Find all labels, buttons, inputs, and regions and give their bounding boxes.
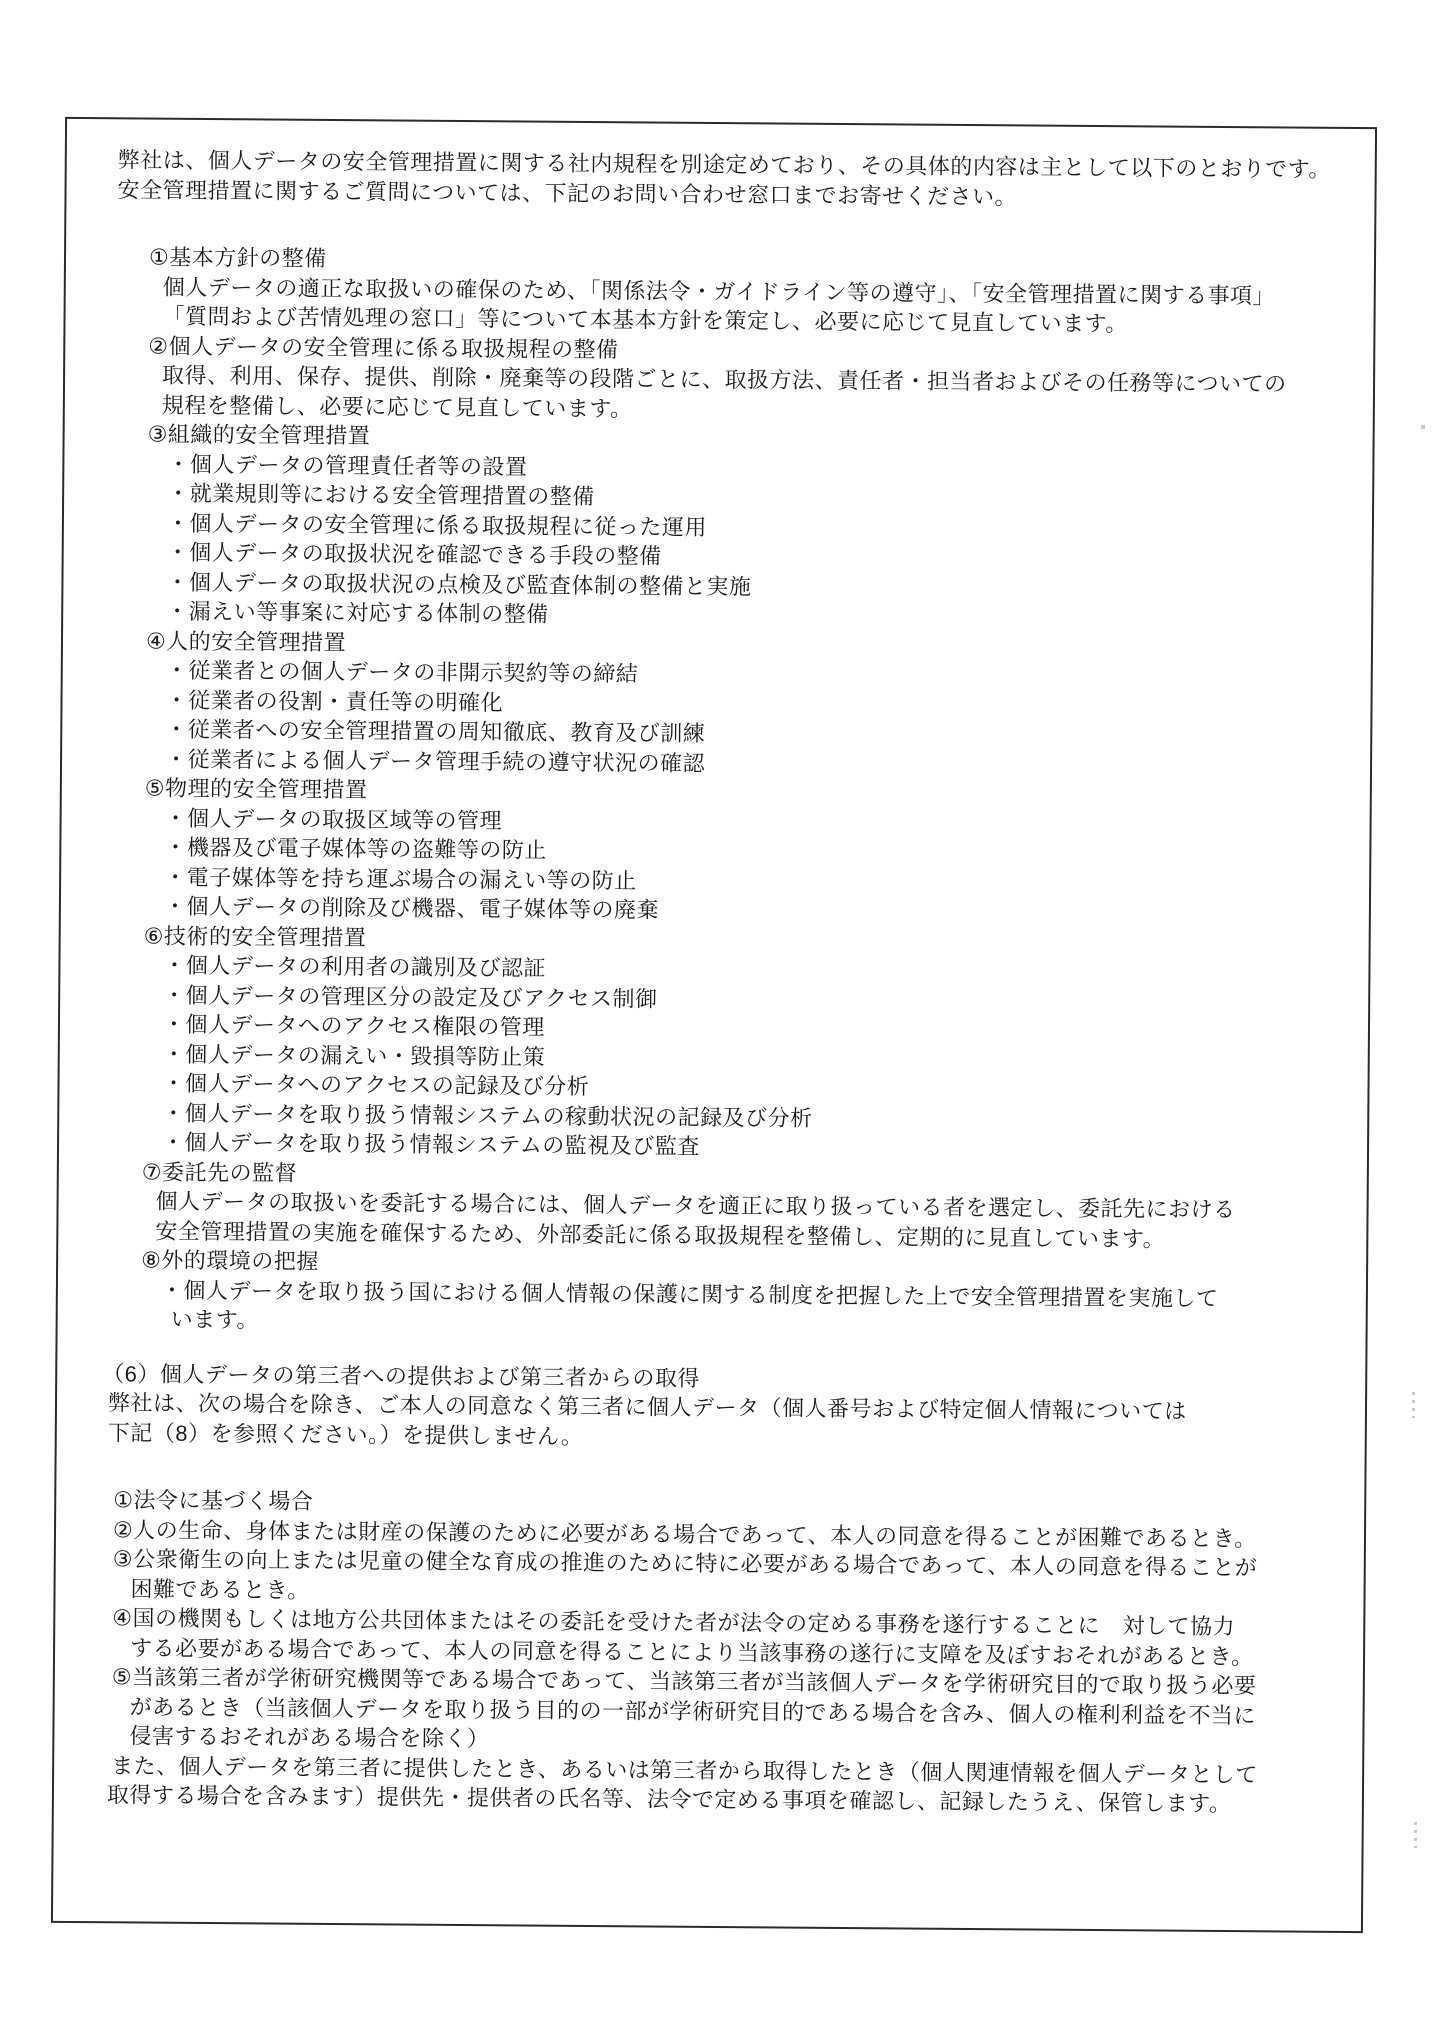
section-heading: ⑥技術的安全管理措置 [143, 923, 367, 950]
section-heading: ①基本方針の整備 [148, 244, 327, 271]
list-item-line: ④国の機関もしくは地方公共団体またはその委託を受けた者が法令の定める事務を遂行することに 対して協力 [112, 1605, 1236, 1640]
bullet-item: ・個人データを取り扱う国における個人情報の保護に関する制度を把握した上で安全管理措置を実施して [160, 1277, 1219, 1311]
section-paragraph-line: 取得、利用、保存、提供、削除・廃棄等の段階ごとに、取扱方法、責任者・担当者およびその任務等についての [161, 362, 1287, 397]
bullet-item: ・個人データを取り扱う情報システムの監視及び監査 [161, 1129, 700, 1159]
section-heading: ⑤物理的安全管理措置 [144, 775, 368, 803]
bullet-item: ・個人データの取扱状況を確認できる手段の整備 [166, 539, 662, 569]
bullet-item: ・個人データの取扱区域等の管理 [164, 805, 503, 833]
bullet-item: ・従業者の役割・責任等の明確化 [165, 687, 504, 715]
section-heading: ②個人データの安全管理に係る取扱規程の整備 [148, 333, 619, 362]
section-organizational-measures [108, 419, 1355, 635]
bullet-continuation-line: います。 [170, 1306, 260, 1333]
intro-line: 弊社は、個人データの安全管理措置に関する社内規程を別途定めており、その具体的内容は主として以下のとおりです。 [117, 147, 1332, 182]
closing-paragraph-line: また、個人データを第三者に提供したとき、あるいは第三者から取得したとき（個人関連情報を個人データとして [111, 1752, 1258, 1787]
list-item-line: ②人の生命、身体または財産の保護のために必要がある場合であって、本人の同意を得ることが困難であるとき。 [112, 1516, 1257, 1551]
section-basic-policy [110, 242, 1356, 340]
section-third-party-provision [99, 1359, 1348, 1820]
list-item-continuation-line: 侵害するおそれがある場合を除く） [129, 1723, 490, 1752]
bullet-item: ・個人データへのアクセス権限の管理 [162, 1011, 545, 1040]
section-heading: ⑦委託先の監督 [141, 1159, 298, 1186]
bullet-item: ・従業者への安全管理措置の周知徹底、教育及び訓練 [165, 716, 706, 746]
list-item-line: ①法令に基づく場合 [113, 1487, 314, 1514]
section-contractor-supervision [103, 1157, 1349, 1255]
section-personnel-measures [107, 626, 1353, 783]
bullet-item: ・機器及び電子媒体等の盗難等の防止 [164, 834, 547, 863]
scan-artifact [1414, 1822, 1417, 1848]
section-external-environment [103, 1245, 1349, 1343]
intro-paragraph [111, 145, 1356, 214]
bullet-item: ・漏えい等事案に対応する体制の整備 [166, 598, 549, 627]
closing-paragraph-line: 取得する場合を含みます）提供先・提供者の氏名等、法令で定める事項を確認し、記録したうえ、保管します。 [106, 1782, 1232, 1817]
bullet-item: ・個人データの取扱状況の点検及び監査体制の整備と実施 [166, 569, 752, 599]
scan-artifact [1412, 1392, 1415, 1418]
scanned-page-border-box [51, 117, 1377, 1933]
bullet-item: ・個人データへのアクセスの記録及び分析 [162, 1070, 590, 1100]
bullet-item: ・従業者による個人データ管理手続の遵守状況の確認 [164, 746, 706, 776]
section-paragraph-line: 規程を整備し、必要に応じて見直しています。 [161, 392, 633, 421]
bullet-item: ・個人データの漏えい・毀損等防止策 [162, 1041, 546, 1070]
bullet-item: ・個人データの削除及び機器、電子媒体等の廃棄 [163, 893, 660, 923]
section-handling-rules [110, 331, 1356, 429]
subsection-body-line: 下記（8）を参照ください。）を提供しません。 [107, 1419, 584, 1449]
scan-artifact [1421, 425, 1425, 429]
intro-line: 安全管理措置に関するご質問については、下記のお問い合わせ窓口までお寄せください。 [117, 176, 1018, 209]
subsection-heading: （6）個人データの第三者への提供および第三者からの取得 [102, 1360, 701, 1391]
list-item-continuation-line: があるとき（当該個人データを取り扱う目的の一部が学術研究目的である場合を含み、個人の権利利益を不当に [129, 1693, 1257, 1728]
section-technical-measures [104, 921, 1351, 1167]
subsection-body-line: 弊社は、次の場合を除き、ご本人の同意なく第三者に個人データ（個人番号および特定個人情報については [107, 1390, 1187, 1424]
section-paragraph-line: 個人データの取扱いを委託する場合には、個人データを適正に取り扱っている者を選定し、委託先における [155, 1188, 1236, 1223]
section-paragraph-line: 安全管理措置の実施を確保するため、外部委託に係る取扱規程を整備し、定期的に見直しています。 [155, 1218, 1166, 1252]
section-heading: ③組織的安全管理措置 [147, 421, 371, 449]
bullet-item: ・就業規則等における安全管理措置の整備 [167, 480, 595, 510]
list-item-line: ⑤当該第三者が学術研究機関等である場合であって、当該第三者が当該個人データを学術研究目的で取り扱う必要 [111, 1664, 1257, 1699]
section-paragraph-line: 「質問および苦情処理の窓口」等について本基本方針を策定し、必要に応じて見直しています。 [162, 303, 1128, 337]
section-paragraph-line: 個人データの適正な取扱いの確保のため、「関係法令・ガイドライン等の遵守」、「安全管理措置に関する事項」 [162, 274, 1276, 308]
bullet-item: ・個人データの管理区分の設定及びアクセス制御 [163, 982, 658, 1012]
bullet-item: ・個人データの利用者の識別及び認証 [163, 952, 547, 981]
list-item-line: ③公衆衛生の向上または児童の健全な育成の推進のために特に必要がある場合であって、本人の同意を得ることが [112, 1546, 1258, 1581]
bullet-item: ・個人データを取り扱う情報システムの稼動状況の記録及び分析 [162, 1100, 813, 1131]
list-item-continuation-line: する必要がある場合であって、本人の同意を得ることにより当該事務の遂行に支障を及ぼすおそれがあるとき。 [129, 1634, 1254, 1669]
bullet-item: ・電子媒体等を持ち運ぶ場合の漏えい等の防止 [164, 864, 637, 893]
list-item-continuation-line: 困難であるとき。 [130, 1575, 310, 1603]
bullet-item: ・個人データの安全管理に係る取扱規程に従った運用 [166, 510, 708, 540]
bullet-item: ・従業者との個人データの非開示契約等の締結 [165, 657, 639, 687]
bullet-item: ・個人データの管理責任者等の設置 [167, 451, 528, 480]
section-heading: ⑧外的環境の把握 [141, 1247, 319, 1274]
section-physical-measures [106, 773, 1352, 930]
document-content [99, 145, 1357, 1819]
section-heading: ④人的安全管理措置 [145, 628, 347, 655]
